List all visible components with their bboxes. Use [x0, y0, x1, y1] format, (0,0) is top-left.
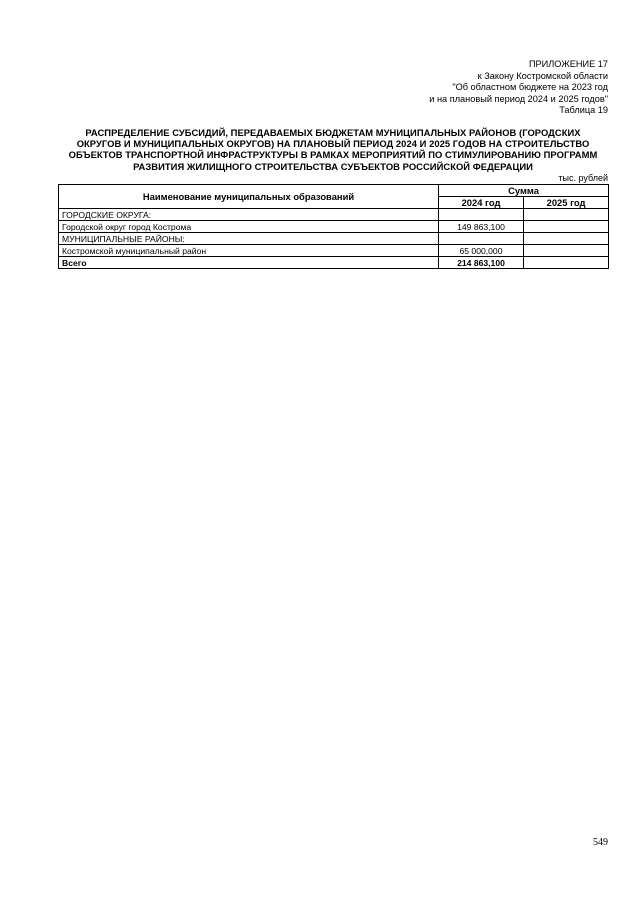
- row-value-2024: 149 863,100: [439, 221, 524, 233]
- column-header-sum: Сумма: [439, 185, 609, 197]
- title-line-1: РАСПРЕДЕЛЕНИЕ СУБСИДИЙ, ПЕРЕДАВАЕМЫХ БЮДЖЕТАМ МУНИЦИПАЛЬНЫХ РАЙОНОВ (ГОРОДСКИХ: [85, 127, 581, 138]
- total-value-2025: [524, 257, 609, 269]
- units-label: тыс. рублей: [558, 173, 608, 183]
- title-line-3: ОБЪЕКТОВ ТРАНСПОРТНОЙ ИНФРАСТРУКТУРЫ В РАМКАХ МЕРОПРИЯТИЙ ПО СТИМУЛИРОВАНИЮ ПРОГРАММ: [68, 149, 598, 161]
- table-number: Таблица 19: [559, 105, 608, 116]
- column-header-2024: 2024 год: [439, 197, 524, 209]
- appendix-law-title: "Об областном бюджете на 2023 год: [452, 82, 608, 93]
- row-value-2025: [524, 245, 609, 257]
- subsidy-table: [58, 184, 609, 269]
- row-value-2024: 65 000,000: [439, 245, 524, 257]
- table-row: [59, 245, 609, 257]
- page-number: 549: [593, 837, 608, 848]
- appendix-law-period: и на плановый период 2024 и 2025 годов": [429, 93, 608, 104]
- title-line-4: РАЗВИТИЯ ЖИЛИЩНОГО СТРОИТЕЛЬСТВА СУБЪЕКТОВ РОССИЙСКОЙ ФЕДЕРАЦИИ: [133, 160, 533, 172]
- row-name: Городской округ город Кострома: [59, 221, 439, 233]
- row-name: Костромской муниципальный район: [59, 245, 439, 257]
- table-header-row: [59, 185, 609, 197]
- appendix-law-reference: к Закону Костромской области: [477, 70, 608, 81]
- row-name: МУНИЦИПАЛЬНЫЕ РАЙОНЫ:: [59, 233, 439, 245]
- table-row: [59, 233, 609, 245]
- table-total-row: [59, 257, 609, 269]
- document-title: [58, 127, 608, 172]
- table-row: [59, 209, 609, 221]
- title-line-2: ОКРУГОВ И МУНИЦИПАЛЬНЫХ ОКРУГОВ) НА ПЛАНОВЫЙ ПЕРИОД 2024 И 2025 ГОДОВ НА СТРОИТЕЛЬСТВО: [76, 138, 590, 150]
- column-header-name: Наименование муниципальных образований: [59, 185, 439, 209]
- row-name: ГОРОДСКИЕ ОКРУГА:: [59, 209, 439, 221]
- row-value-2025: [524, 209, 609, 221]
- row-value-2024: [439, 209, 524, 221]
- row-value-2025: [524, 233, 609, 245]
- column-header-2025: 2025 год: [524, 197, 609, 209]
- appendix-header: [288, 59, 608, 117]
- table-row: [59, 221, 609, 233]
- appendix-number: ПРИЛОЖЕНИЕ 17: [528, 59, 608, 69]
- row-value-2025: [524, 221, 609, 233]
- row-value-2024: [439, 233, 524, 245]
- total-label: Всего: [59, 257, 439, 269]
- total-value-2024: 214 863,100: [439, 257, 524, 269]
